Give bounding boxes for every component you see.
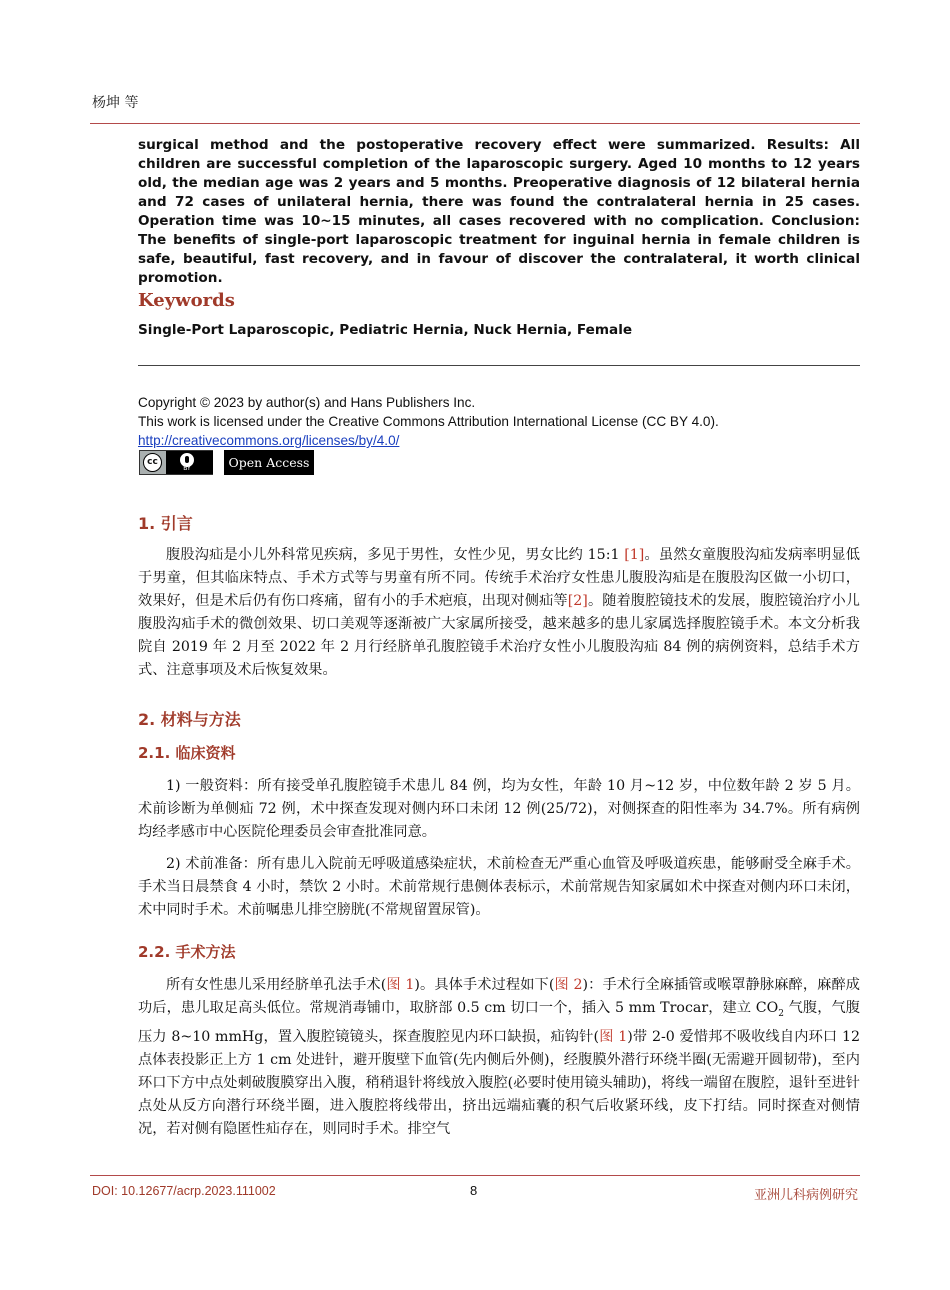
footer-doi: DOI: 10.12677/acrp.2023.111002 [92,1184,276,1198]
section-2-2-title: 2.2. 手术方法 [138,943,236,961]
header-divider [90,123,860,124]
section-2-title: 2. 材料与方法 [138,710,241,729]
section-2-1-paragraph-2: 2) 术前准备：所有患儿入院前无呼吸道感染症状，术前检查无严重心血管及呼吸道疾患，能够耐受全麻手术。手术当日晨禁食 4 小时，禁饮 2 小时。术前常规行患侧体表标示，术前常规告知家属如术中探查对侧内环口未闭，术中同时手术。术前嘱患儿排空膀胱(不常规留置尿管)。 [138,856,860,918]
reference-link[interactable]: [1] [624,547,645,563]
figure-link[interactable]: 图 1 [599,1028,628,1045]
figure-link[interactable]: 图 1 [386,977,415,993]
keywords-divider [138,365,860,366]
cc-icon: cc [143,453,162,472]
footer-divider [90,1175,860,1176]
section-2-1-title: 2.1. 临床资料 [138,744,236,762]
reference-link[interactable]: [2] [567,593,588,609]
keywords-heading: Keywords [138,290,235,311]
running-header-author: 杨坤 等 [92,95,139,111]
copyright-block [138,393,719,450]
cc-by-license-icon[interactable] [139,450,213,475]
keywords-list: Single-Port Laparoscopic, Pediatric Hernia, Nuck Hernia, Female [138,322,633,338]
section-1-title: 1. 引言 [138,514,193,533]
figure-link[interactable]: 图 2 [554,977,583,993]
by-label: BY [183,465,191,472]
open-access-badge: Open Access [224,450,314,475]
license-link[interactable]: http://creativecommons.org/licenses/by/4.0/ [138,433,400,448]
page-number: 8 [470,1183,478,1198]
section-1-paragraph: 腹股沟疝是小儿外科常见疾病，多见于男性，女性少见，男女比约 15:1 [1]。虽然女童腹股沟疝发病率明显低于男童，但其临床特点、手术方式等与男童有所不同。传统手术治疗女性患儿腹股沟疝是在腹股沟区做一小切口，效果好，但是术后仍有伤口疼痛，留有小的手术疤痕，出现对侧疝等[2]。随着腹腔镜技术的发展，腹腔镜治疗小儿腹股沟疝手术的微创效果、切口美观等逐渐被广大家属所接受，越来越多的患儿家属选择腹腔镜手术。本文分析我院自 2019 年 2 月至 2022 年 2 月行经脐单孔腹腔镜手术治疗女性小儿腹股沟疝 84 例的病例资料，总结手术方式、注意事项及术后恢复效果。 [138,547,860,678]
copyright-line: Copyright © 2023 by author(s) and Hans Publishers Inc. [138,395,476,410]
section-2-2-paragraph: 所有女性患儿采用经脐单孔法手术(图 1)。具体手术过程如下(图 2)：手术行全麻插管或喉罩静脉麻醉，麻醉成功后，患儿取足高头低位。常规消毒铺巾，取脐部 0.5 cm 切口一个，插入 5 mm Trocar，建立 $CO_2$ 气腹，气腹压力 8~10 mmHg，置入腹腔镜镜头，探查腹腔见内环口缺损，疝钩针(图 1)带 2-0 爱惜邦不吸收线自内环口 12 点体表投影正上方 1 cm 处进针，避开腹壁下血管(先内侧后外侧)，经腹膜外潜行环绕半圈(无需避开圆韧带)，至内环口下方中点处刺破腹膜穿出入腹，稍稍退针将线放入腹腔(必要时使用镜头辅助)，将线一端留在腹腔，退针至进针点处从反方向潜行环绕半圈，进入腹腔将线带出，挤出远端疝囊的积气后收紧环线，皮下打结。同时探查对侧情况，若对侧有隐匿性疝存在，则同时手术。排空气 [138,977,860,1137]
footer-journal-name: 亚洲儿科病例研究 [753,1188,858,1203]
section-2-1-paragraph-1: 1) 一般资料：所有接受单孔腹腔镜手术患儿 84 例，均为女性，年龄 10 月~12 岁，中位数年龄 2 岁 5 月。术前诊断为单侧疝 72 例，术中探查发现对侧内环口未闭 12 例(25/72)，对侧探查的阳性率为 34.7%。所有病例均经孝感市中心医院伦理委员会审查批准同意。 [138,778,860,840]
abstract-text: surgical method and the postoperative recovery effect were summarized. Results: All children are successful completion of the laparoscopic surgery. Aged 10 months to 12 years old, the median age was 2 years and 5 months. Preoperative diagnosis of 12 bilateral hernia and 72 cases of unilateral hernia, there was found the contralateral hernia in 25 cases. Operation time was 10~15 minutes, all cases recovered with no complication. Conclusion: The benefits of single-port laparoscopic treatment for inguinal hernia in female children is safe, beautiful, fast recovery, and in favour of discover the contralateral, it worth clinical promotion. [138,137,860,286]
license-line: This work is licensed under the Creative Commons Attribution International License (CC BY 4.0). [138,414,719,429]
